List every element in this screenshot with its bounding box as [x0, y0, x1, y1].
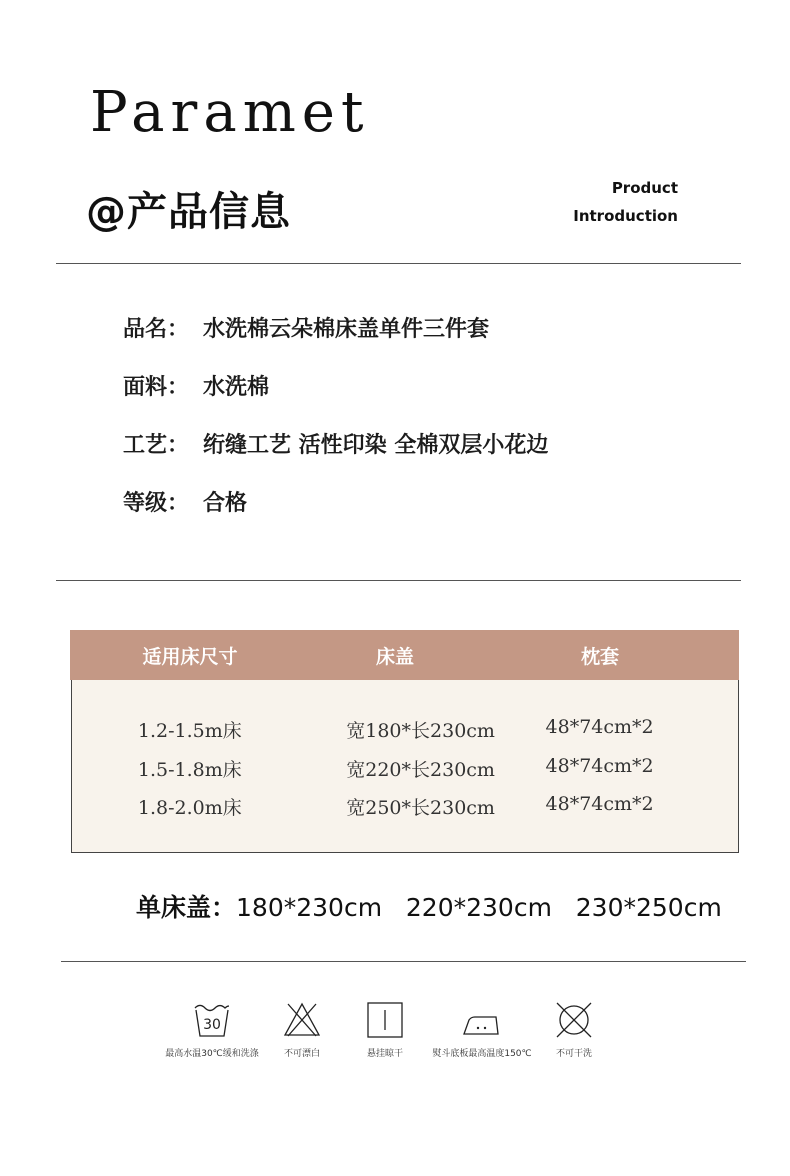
table-row — [72, 716, 738, 743]
info-row-craft — [123, 428, 548, 486]
single-values: 180*230cm 220*230cm 230*250cm — [236, 893, 722, 922]
cell-bed-size: 1.2-1.5m床 — [137, 720, 242, 742]
wash-30-icon — [192, 1000, 232, 1040]
care-label: 最高水温30℃缓和洗涤 — [165, 1049, 259, 1059]
cell-bed-size: 1.8-2.0m床 — [137, 797, 242, 819]
info-label: 等级： — [123, 491, 190, 516]
info-list — [123, 312, 548, 544]
size-table — [70, 630, 739, 853]
care-bleach — [276, 1000, 328, 1059]
cell-pillowcase: 48*74cm*2 — [545, 755, 654, 777]
header-pillowcase: 枕套 — [580, 645, 619, 668]
care-label: 不可漂白 — [283, 1049, 320, 1059]
info-label: 工艺： — [123, 433, 190, 458]
care-dry — [359, 1000, 411, 1059]
table-row — [72, 755, 738, 782]
divider-top — [56, 263, 741, 264]
intro-line-2: Introduction — [573, 207, 678, 225]
info-row-name — [123, 312, 548, 370]
iron-medium-icon — [462, 1000, 502, 1040]
table-header — [70, 630, 739, 680]
single-label: 单床盖： — [136, 893, 237, 922]
single-sizes — [136, 888, 722, 924]
cell-bedspread: 宽220*长230cm — [346, 759, 495, 781]
cell-pillowcase: 48*74cm*2 — [545, 793, 654, 815]
care-label: 悬挂晾干 — [366, 1049, 403, 1059]
info-label: 品名： — [123, 317, 190, 342]
info-row-fabric — [123, 370, 548, 428]
info-value: 合格 — [203, 491, 248, 516]
no-dry-clean-icon — [554, 1000, 594, 1040]
care-label: 不可干洗 — [555, 1049, 592, 1059]
care-dryclean — [548, 1000, 600, 1059]
care-wash — [160, 1000, 264, 1059]
header-bed-size: 适用床尺寸 — [142, 645, 238, 668]
care-label: 熨斗底板最高温度150℃ — [432, 1049, 532, 1059]
title-en: Paramet — [90, 80, 370, 145]
intro-label — [573, 174, 678, 230]
info-value: 水洗棉 — [203, 375, 270, 400]
info-label: 面料： — [123, 375, 190, 400]
cell-bed-size: 1.5-1.8m床 — [137, 759, 242, 781]
info-value: 水洗棉云朵棉床盖单件三件套 — [203, 317, 490, 342]
divider-bottom — [61, 961, 746, 962]
hang-dry-icon — [365, 1000, 405, 1040]
intro-line-1: Product — [611, 179, 678, 197]
info-row-grade — [123, 486, 548, 544]
info-value: 绗缝工艺 活性印染 全棉双层小花边 — [203, 433, 549, 458]
header-bedspread: 床盖 — [375, 645, 414, 668]
no-bleach-icon — [282, 1000, 322, 1040]
table-body — [71, 680, 739, 853]
table-row — [72, 793, 738, 820]
wash-temp: 30 — [203, 1017, 221, 1033]
title-cn: @产品信息 — [86, 189, 291, 235]
cell-pillowcase: 48*74cm*2 — [545, 716, 654, 738]
cell-bedspread: 宽250*长230cm — [346, 797, 495, 819]
cell-bedspread: 宽180*长230cm — [346, 720, 495, 742]
divider-mid — [56, 580, 741, 581]
care-iron — [430, 1000, 534, 1059]
